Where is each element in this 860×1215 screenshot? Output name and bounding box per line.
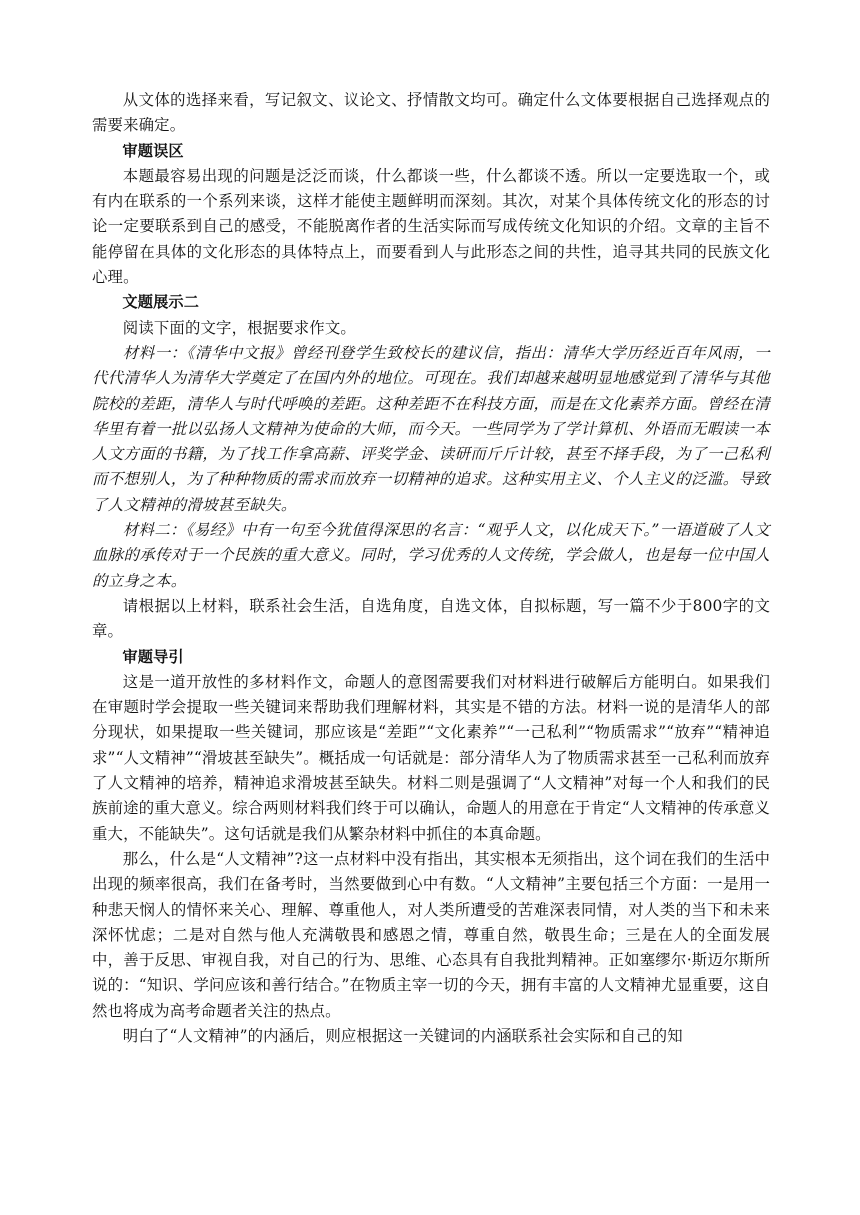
- heading-prompt-guide: 审题导引: [122, 647, 184, 666]
- paragraph-material-one: 材料一：《清华中文报》曾经刊登学生致校长的建议信，指出：清华大学历经近百年风雨，一代代清华人为清华大学奠定了在国内外的地位。可现在。我们却越来越明显地感觉到了清华与其他院校的差距，清华人与时代呼唤的差距。这种差距不在科技方面，而是在文化素养方面。曾经在清华里有着一批以弘扬人文精神为使命的大师，而今天。一些同学为了学计算机、外语而无暇读一本人文方面的书籍，为了找工作拿高薪、评奖学金、读研而斤斤计较，甚至不择手段，为了一己私利而不想别人，为了种种物质的需求而放弃一切精神的追求。这种实用主义、个人主义的泛滥。导致了人文精神的滑坡甚至缺失。: [92, 343, 770, 514]
- heading-prompt-two: 文题展示二: [122, 293, 200, 312]
- paragraph-instruction: 阅读下面的文字，根据要求作文。: [122, 318, 356, 337]
- paragraph-guide-analysis: 这是一道开放性的多材料作文，命题人的意图需要我们对材料进行破解后方能明白。如果我们在审题时学会提取一些关键词来帮助我们理解材料，其实是不错的方法。材料一说的是清华人的部分现状，如果提取一些关键词，那应该是“差距”“文化素养”“一己私利”“物质需求”“放弃”“精神追求”“人文精神”“滑坡甚至缺失”。概括成一句话就是：部分清华人为了物质需求甚至一己私利而放弃了人文精神的培养，精神追求滑坡甚至缺失。材料二则是强调了“人文精神”对每一个人和我们的民族前途的重大意义。综合两则材料我们终于可以确认，命题人的用意在于肯定“人文精神的传承意义重大，不能缺失”。这句话就是我们从繁杂材料中抓住的本真命题。: [92, 672, 770, 843]
- paragraph-conclusion-fragment: 明白了“人文精神”的内涵后，则应根据这一关键词的内涵联系社会实际和自己的知: [122, 1026, 683, 1045]
- paragraph-humanistic-spirit: 那么，什么是“人文精神”?这一点材料中没有指出，其实根本无须指出，这个词在我们的生活中出现的频率很高，我们在备考时，当然要做到心中有数。“人文精神”主要包括三个方面：一是用一种悲天悯人的情怀来关心、理解、尊重他人，对人类所遭受的苦难深表同情，对人类的当下和未来深怀忧虑；二是对自然与他人充满敬畏和感恩之情，尊重自然，敬畏生命；三是在人的全面发展中，善于反思、审视自我，对自己的行为、思维、心态具有自我批判精神。正如塞缪尔·斯迈尔斯所说的：“知识、学问应该和善行结合。”在物质主宰一切的今天，拥有丰富的人文精神尤显重要，这自然也将成为高考命题者关注的热点。: [92, 849, 770, 1020]
- paragraph-material-two: 材料二：《易经》中有一句至今犹值得深思的名言：“观乎人文，以化成天下。”一语道破了人文血脉的承传对于一个民族的重大意义。同时，学习优秀的人文传统，学会做人，也是每一位中国人的立身之本。: [92, 521, 770, 590]
- heading-common-mistakes: 审题误区: [122, 141, 184, 160]
- paragraph-genre-choice: 从文体的选择来看，写记叙文、议论文、抒情散文均可。确定什么文体要根据自己选择观点的需要来确定。: [92, 91, 770, 135]
- paragraph-writing-requirement: 请根据以上材料，联系社会生活，自选角度，自选文体，自拟标题，写一篇不少于800字的文章。: [92, 596, 770, 641]
- paragraph-common-mistakes: 本题最容易出现的问题是泛泛而谈，什么都谈一些，什么都谈不透。所以一定要选取一个，或有内在联系的一个系列来谈，这样才能使主题鲜明而深刻。其次，对某个具体传统文化的形态的讨论一定要联系到自己的感受，不能脱离作者的生活实际而写成传统文化知识的介绍。文章的主旨不能停留在具体的文化形态的具体特点上，而要看到人与此形态之间的共性，追寻其共同的民族文化心理。: [92, 166, 770, 287]
